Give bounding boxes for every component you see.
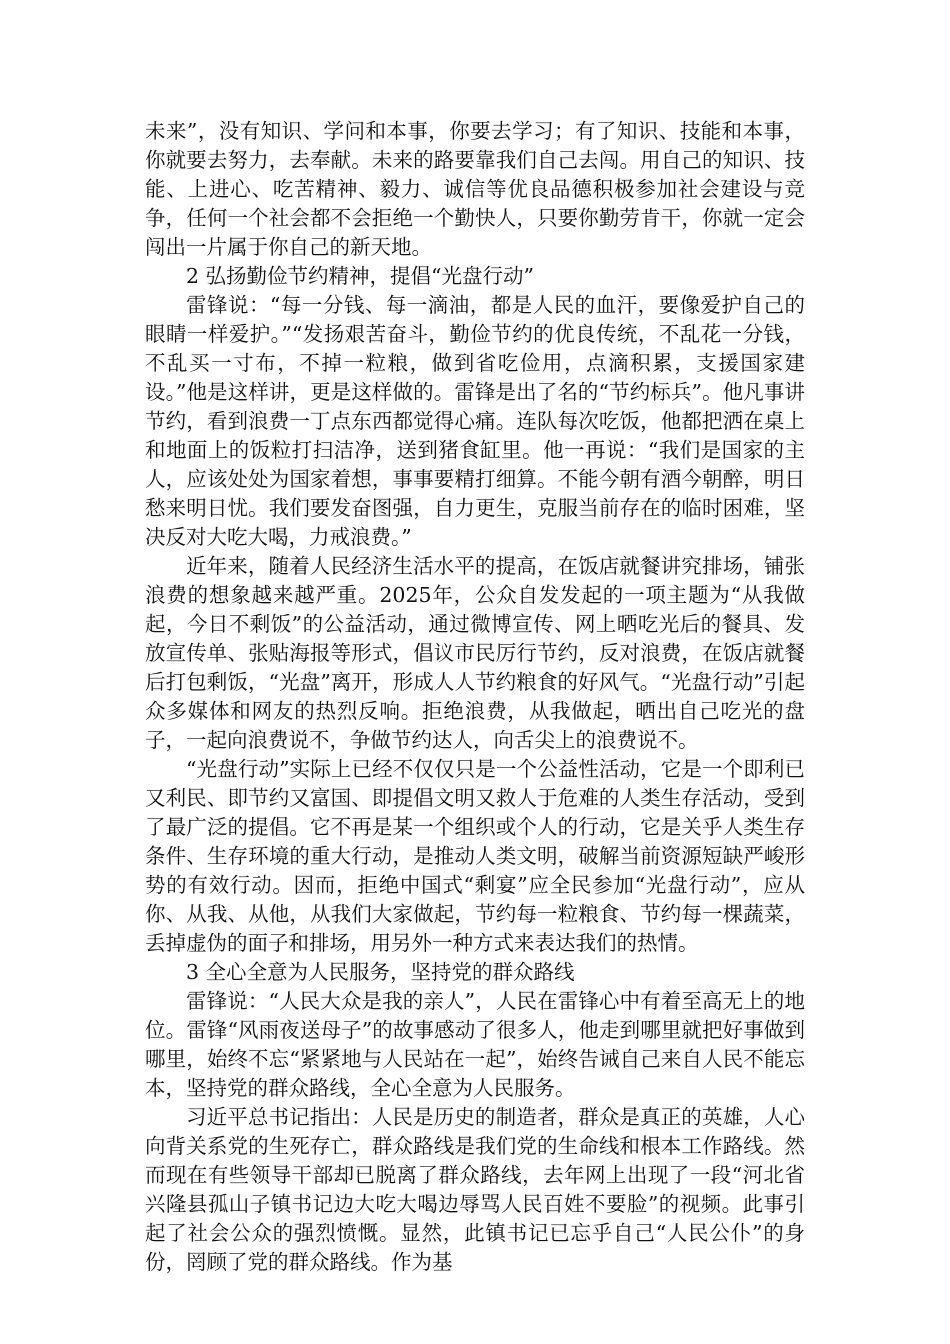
paragraph-clear-plate-campaign: 近年来，随着人民经济生活水平的提高，在饭店就餐讲究排场，铺张浪费的想象越来越严重。2025年，公众自发发起的一项主题为“从我做起，今日不剩饭”的公益活动，通过微博宣传、网上晒吃光后的餐具、发放宣传单、张贴海报等形式，倡议市民厉行节约，反对浪费，在饭店就餐后打包剩饭，“光盘”离开，形成人人节约粮食的好风气。“光盘行动”引起众多媒体和网友的热烈反响。拒绝浪费，从我做起，晒出自己吃光的盘子，一起向浪费说不，争做节约达人，向舌尖上的浪费说不。 bbox=[145, 554, 805, 752]
paragraph-clear-plate-significance: “光盘行动”实际上已经不仅仅只是一个公益性活动，它是一个即利已又利民、即节约又富国、即提倡文明又救人于危难的人类生存活动，受到了最广泛的提倡。它不再是某一个组织或个人的行动，它是关乎人类生存条件、生存环境的重大行动，是推动人类文明，破解当前资源短缺严峻形势的有效行动。因而，拒绝中国式“剩宴”应全民参加“光盘行动”，应从你、从我、从他，从我们大家做起，节约每一粒粮食、节约每一棵蔬菜，丢掉虚伪的面子和排场，用另外一种方式来表达我们的热情。 bbox=[145, 757, 805, 955]
section-heading-3: 3 全心全意为人民服务，坚持党的群众路线 bbox=[186, 960, 575, 984]
paragraph-mass-line: 习近平总书记指出：人民是历史的制造者，群众是真正的英雄，人心向背关系党的生死存亡，群众路线是我们党的生命线和根本工作路线。然而现在有些领导干部却已脱离了群众路线，去年网上出现了一段“河北省兴隆县孤山子镇书记边大吃大喝边辱骂人民百姓不要脸”的视频。此事引起了社会公众的强烈愤慨。显然，此镇书记已忘乎自己“人民公仆”的身份，罔顾了党的群众路线。作为基 bbox=[145, 1105, 805, 1274]
paragraph-leifeng-frugality-quote: 雷锋说：“每一分钱、每一滴油，都是人民的血汗，要像爱护自己的眼睛一样爱护。”“发扬艰苦奋斗，勤俭节约的优良传统，不乱花一分钱，不乱买一寸布，不掉一粒粮，做到省吃俭用，点滴积累，支援国家建设。”他是这样讲，更是这样做的。雷锋是出了名的“节约标兵”。他凡事讲节约，看到浪费一丁点东西都觉得心痛。连队每次吃饭，他都把洒在桌上和地面上的饭粒打扫洁净，送到猪食缸里。他一再说：“我们是国家的主人，应该处处为国家着想，事事要精打细算。不能今朝有酒今朝醉，明日愁来明日忧。我们要发奋图强，自力更生，克服当前存在的临时困难，坚决反对大吃大喝，力戒浪费。” bbox=[145, 293, 805, 549]
document-page bbox=[145, 117, 805, 1277]
section-heading-2: 2 弘扬勤俭节约精神，提倡“光盘行动” bbox=[186, 264, 535, 288]
paragraph-future-intro: 未来”，没有知识、学问和本事，你要去学习；有了知识、技能和本事，你就要去努力，去奉献。未来的路要靠我们自己去闯。用自己的知识、技能、上进心、吃苦精神、毅力、诚信等优良品德积极参加社会建设与竞争，任何一个社会都不会拒绝一个勤快人，只要你勤劳肯干，你就一定会闯出一片属于你自己的新天地。 bbox=[145, 119, 805, 259]
paragraph-leifeng-serve-people: 雷锋说：“人民大众是我的亲人”，人民在雷锋心中有着至高无上的地位。雷锋“风雨夜送母子”的故事感动了很多人，他走到哪里就把好事做到哪里，始终不忘“紧紧地与人民站在一起”，始终告诫自己来自人民不能忘本，坚持党的群众路线，全心全意为人民服务。 bbox=[145, 989, 805, 1100]
